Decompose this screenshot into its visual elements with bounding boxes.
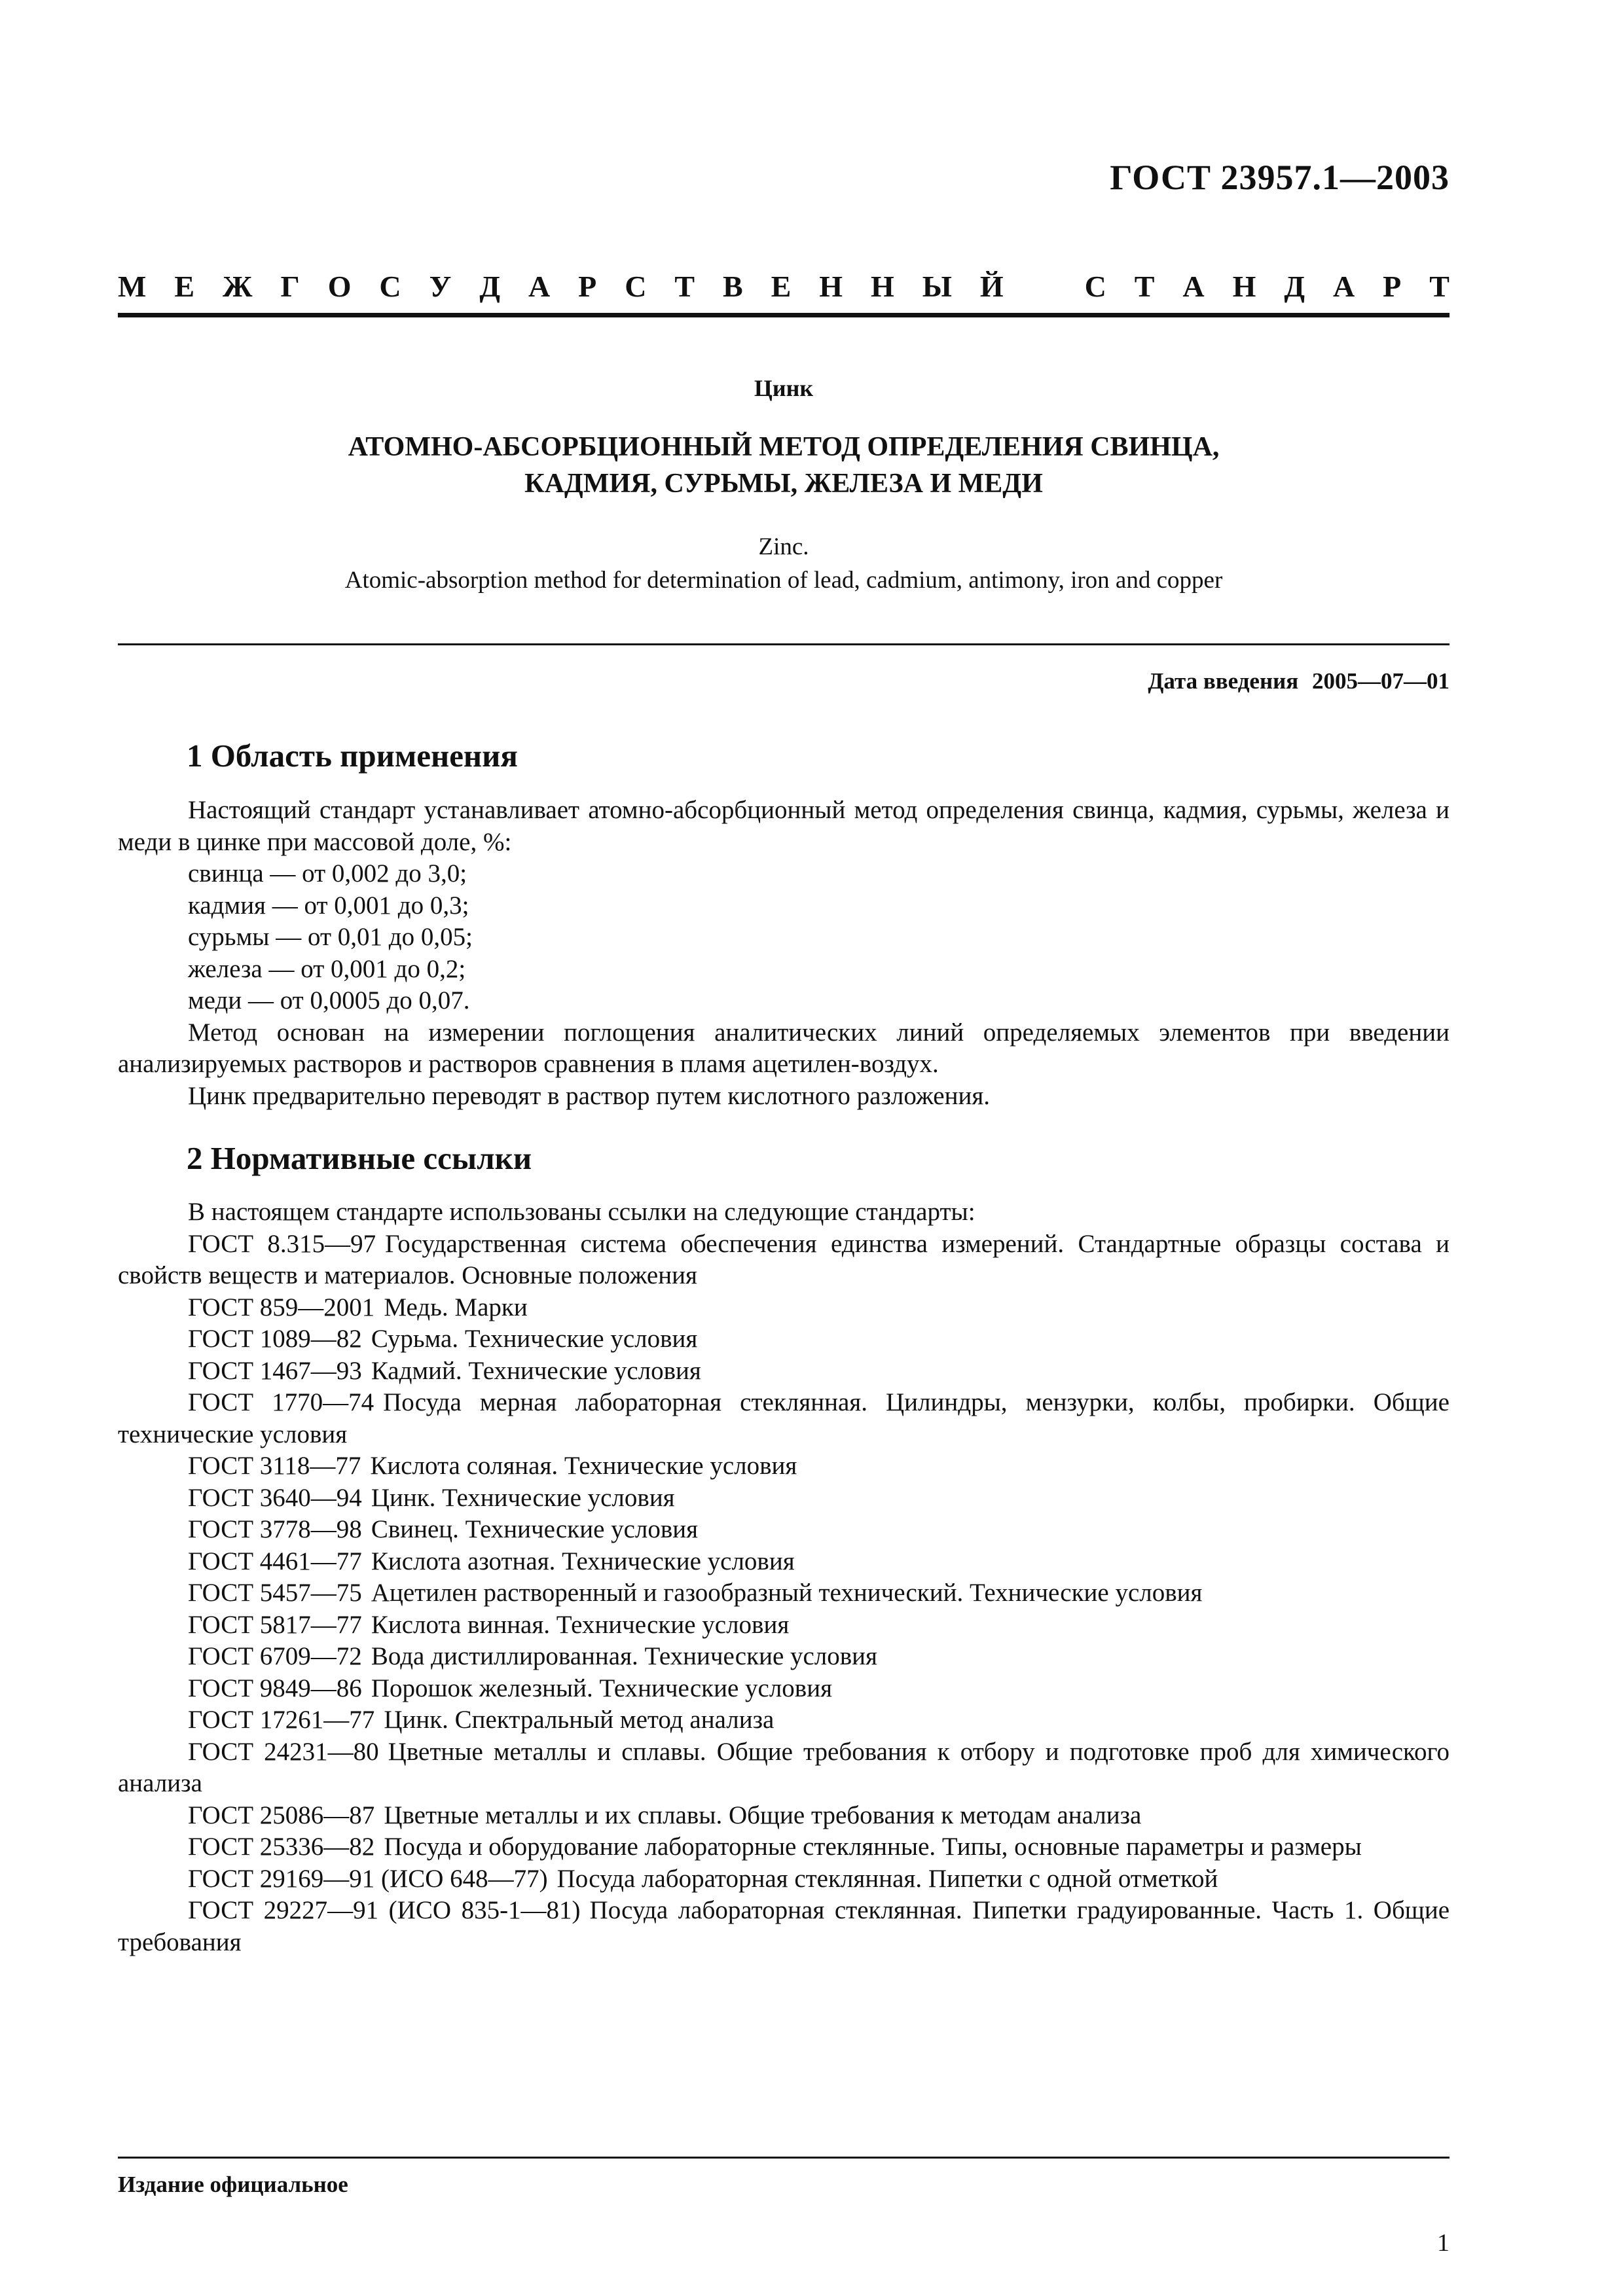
banner-letter: У — [429, 270, 452, 303]
banner-letter: М — [118, 270, 147, 303]
reference-item — [118, 1641, 1450, 1673]
reference-item — [118, 1482, 1450, 1515]
reference-title: Кислота соляная. Технические условия — [370, 1452, 797, 1480]
banner-letter: С — [1084, 270, 1106, 303]
reference-title: Ацетилен растворенный и газообразный технический. Технические условия — [371, 1579, 1203, 1607]
range-item: кадмия — от 0,001 до 0,3; — [188, 891, 469, 920]
reference-item — [118, 1831, 1450, 1863]
reference-item — [118, 1863, 1450, 1895]
reference-code: ГОСТ 5817—77 — [188, 1610, 362, 1639]
reference-code: ГОСТ 3778—98 — [188, 1515, 362, 1543]
english-title-line: Atomic-absorption method for determination of lead, cadmium, antimony, iron and copper — [344, 567, 1223, 594]
reference-title: Цинк. Спектральный метод анализа — [384, 1706, 775, 1734]
banner-letter: Р — [578, 270, 597, 303]
standard-banner — [118, 267, 1450, 306]
banner-letter: А — [528, 270, 551, 303]
reference-code: ГОСТ 29169—91 (ИСО 648—77) — [188, 1864, 548, 1893]
reference-code: ГОСТ 9849—86 — [188, 1674, 362, 1702]
reference-title: Посуда лабораторная стеклянная. Пипетки с одной отметкой — [556, 1864, 1218, 1893]
banner-letter: Т — [1134, 270, 1155, 303]
reference-code: ГОСТ 17261—77 — [188, 1706, 375, 1734]
title-line: АТОМНО-АБСОРБЦИОННЫЙ МЕТОД ОПРЕДЕЛЕНИЯ СВИНЦА, — [348, 432, 1220, 462]
banner-letter: Г — [280, 270, 300, 303]
reference-code: ГОСТ 1467—93 — [188, 1356, 362, 1385]
reference-item — [118, 1895, 1450, 1958]
english-title-line: Zinc. — [758, 533, 809, 560]
title-line: КАДМИЯ, СУРЬМЫ, ЖЕЛЕЗА И МЕДИ — [524, 469, 1043, 499]
banner-letter: Д — [479, 270, 500, 303]
banner-letter: Т — [1429, 270, 1450, 303]
introduction-date-label: Дата введения — [1148, 668, 1299, 694]
banner-letter: О — [327, 270, 352, 303]
reference-title: Кадмий. Технические условия — [371, 1356, 701, 1385]
reference-code: ГОСТ 25336—82 — [188, 1833, 375, 1861]
reference-code: ГОСТ 859—2001 — [188, 1293, 375, 1321]
reference-code: ГОСТ 3640—94 — [188, 1483, 362, 1512]
reference-code: ГОСТ 3118—77 — [188, 1452, 361, 1480]
reference-item — [118, 1387, 1450, 1450]
reference-title: Кислота винная. Технические условия — [371, 1610, 790, 1639]
section-2-title: 2 Нормативные ссылки — [187, 1140, 532, 1176]
banner-rule — [118, 313, 1450, 317]
reference-item — [118, 1800, 1450, 1832]
banner-letter: Д — [1284, 270, 1305, 303]
reference-code: ГОСТ 29227—91 (ИСО 835-1—81) — [188, 1896, 581, 1924]
reference-item — [118, 1514, 1450, 1546]
reference-title: Посуда лабораторная стеклянная. Пипетки градуированные. Часть 1. Общие требования — [118, 1896, 1450, 1956]
banner-letter: Н — [819, 270, 843, 303]
reference-title: Порошок железный. Технические условия — [371, 1674, 833, 1702]
title-rule — [118, 643, 1450, 645]
banner-letter: Р — [1383, 270, 1402, 303]
edition-label: Издание официальное — [118, 2172, 348, 2197]
reference-title: Посуда и оборудование лабораторные стеклянные. Типы, основные параметры и размеры — [384, 1833, 1362, 1861]
section-1-title: 1 Область применения — [187, 738, 518, 774]
banner-letter: Н — [871, 270, 894, 303]
reference-item — [118, 1546, 1450, 1578]
reference-code: ГОСТ 1089—82 — [188, 1325, 362, 1353]
reference-list — [118, 1229, 1450, 1959]
reference-code: ГОСТ 1770—74 — [188, 1388, 374, 1416]
reference-title: Цинк. Технические условия — [371, 1483, 675, 1512]
reference-title: Государственная система обеспечения единства измерений. Стандартные образцы состава и свойств веществ и материалов. Основные положения — [118, 1229, 1450, 1289]
reference-item — [118, 1673, 1450, 1705]
banner-letter: Ж — [223, 270, 253, 303]
banner-letter: Ы — [922, 270, 952, 303]
reference-title: Медь. Марки — [384, 1293, 528, 1321]
reference-title: Посуда мерная лабораторная стеклянная. Цилиндры, мензурки, колбы, пробирки. Общие технические условия — [118, 1388, 1450, 1448]
reference-code: ГОСТ 5457—75 — [188, 1579, 362, 1607]
scope-paragraph: Настоящий стандарт устанавливает атомно-абсорбционный метод определения свинца, кадмия, сурьмы, железа и меди в цинке при массовой доле, %: — [118, 796, 1450, 856]
range-item: железа — от 0,001 до 0,2; — [188, 954, 466, 983]
reference-item — [118, 1704, 1450, 1736]
banner-letter: А — [1182, 270, 1205, 303]
reference-code: ГОСТ 6709—72 — [188, 1642, 362, 1670]
reference-item — [118, 1292, 1450, 1324]
reference-item — [118, 1323, 1450, 1355]
introduction-date — [1148, 668, 1450, 694]
reference-title: Вода дистиллированная. Технические условия — [371, 1642, 877, 1670]
footer-rule — [118, 2157, 1450, 2159]
reference-title: Кислота азотная. Технические условия — [371, 1547, 795, 1575]
reference-item — [118, 1736, 1450, 1800]
document-title — [118, 429, 1450, 502]
banner-letter: Н — [1232, 270, 1256, 303]
reference-item — [118, 1229, 1450, 1292]
reference-item — [118, 1609, 1450, 1641]
references-lead: В настоящем стандарте использованы ссылки на следующие стандарты: — [188, 1198, 976, 1226]
reference-code: ГОСТ 24231—80 — [188, 1737, 379, 1766]
reference-code: ГОСТ 25086—87 — [188, 1801, 375, 1829]
reference-item — [118, 1450, 1450, 1482]
page-number: 1 — [1437, 2229, 1450, 2257]
reference-title: Цветные металлы и их сплавы. Общие требования к методам анализа — [384, 1801, 1142, 1829]
reference-title: Свинец. Технические условия — [371, 1515, 699, 1543]
banner-letter: Е — [771, 270, 792, 303]
reference-code: ГОСТ 4461—77 — [188, 1547, 362, 1575]
section-2-body — [118, 1196, 1450, 1958]
range-item: меди — от 0,0005 до 0,07. — [188, 986, 470, 1014]
banner-letter: С — [625, 270, 647, 303]
english-title — [118, 530, 1450, 597]
method-paragraph: Метод основан на измерении поглощения аналитических линий определяемых элементов при введении анализируемых растворов и растворов сравнения в пламя ацетилен-воздух. — [118, 1018, 1450, 1078]
reference-title: Цветные металлы и сплавы. Общие требования к отбору и подготовке проб для химического анализа — [118, 1737, 1450, 1797]
preparation-paragraph: Цинк предварительно переводят в раствор путем кислотного разложения. — [188, 1081, 991, 1110]
reference-code: ГОСТ 8.315—97 — [188, 1229, 376, 1258]
subject-heading: Цинк — [754, 375, 814, 401]
range-item: свинца — от 0,002 до 3,0; — [188, 859, 467, 888]
banner-letter: Е — [174, 270, 195, 303]
banner-letter: В — [723, 270, 743, 303]
range-item: сурьмы — от 0,01 до 0,05; — [188, 923, 473, 951]
banner-letter: С — [379, 270, 401, 303]
introduction-date-value: 2005—07—01 — [1312, 668, 1450, 694]
banner-letter: Т — [674, 270, 695, 303]
section-1-body — [118, 795, 1450, 1112]
banner-letter: А — [1332, 270, 1355, 303]
document-code: ГОСТ 23957.1—2003 — [1110, 158, 1450, 197]
banner-word-gap — [1032, 267, 1057, 306]
banner-letter: Й — [979, 270, 1004, 303]
reference-item — [118, 1355, 1450, 1388]
reference-title: Сурьма. Технические условия — [371, 1325, 698, 1353]
reference-item — [118, 1577, 1450, 1609]
